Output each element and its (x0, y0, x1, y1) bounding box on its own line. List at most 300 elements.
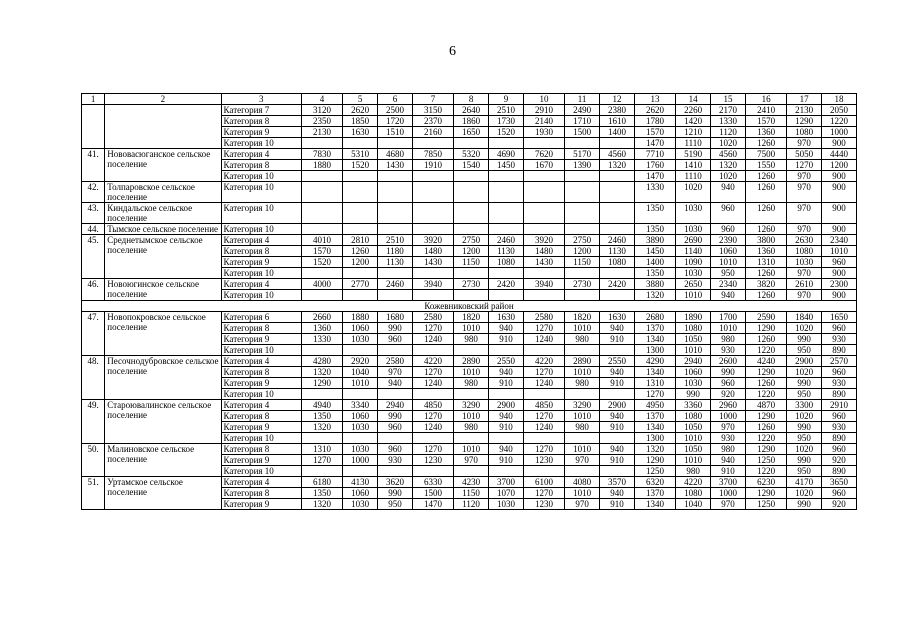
value-cell: 970 (787, 290, 822, 301)
settlement-number: 47. (82, 312, 105, 356)
value-cell (565, 203, 600, 224)
value-cell: 1030 (676, 268, 711, 279)
value-cell: 3940 (523, 279, 564, 290)
value-cell: 2640 (454, 105, 489, 116)
value-cell: 1120 (711, 127, 746, 138)
value-cell: 1270 (412, 444, 453, 455)
category-cell: Категория 8 (221, 323, 301, 334)
value-cell: 1000 (343, 455, 378, 466)
value-cell: 1290 (787, 116, 822, 127)
value-cell: 1470 (412, 499, 453, 510)
value-cell: 1470 (634, 171, 675, 182)
value-cell: 1020 (787, 323, 822, 334)
value-cell: 1430 (523, 257, 564, 268)
value-cell: 1080 (676, 411, 711, 422)
value-cell: 1330 (301, 334, 342, 345)
value-cell: 2340 (822, 235, 857, 246)
value-cell: 1150 (565, 257, 600, 268)
value-cell: 2650 (676, 279, 711, 290)
value-cell: 2600 (711, 356, 746, 367)
value-cell (454, 268, 489, 279)
value-cell (343, 203, 378, 224)
value-cell: 1020 (787, 444, 822, 455)
value-cell (523, 268, 564, 279)
value-cell: 2460 (489, 235, 524, 246)
settlement-number: 49. (82, 400, 105, 444)
value-cell: 1360 (745, 246, 786, 257)
value-cell (301, 268, 342, 279)
value-cell (600, 138, 635, 149)
value-cell: 1030 (343, 499, 378, 510)
value-cell: 990 (787, 455, 822, 466)
value-cell: 980 (711, 444, 746, 455)
value-cell: 910 (600, 499, 635, 510)
value-cell (301, 345, 342, 356)
value-cell: 1450 (489, 160, 524, 171)
value-cell: 2580 (378, 356, 413, 367)
value-cell (378, 171, 413, 182)
value-cell (412, 171, 453, 182)
value-cell: 1200 (454, 246, 489, 257)
value-cell: 1010 (454, 444, 489, 455)
value-cell: 3650 (822, 477, 857, 488)
value-cell: 900 (822, 203, 857, 224)
value-cell: 1240 (412, 422, 453, 433)
column-header-8: 8 (454, 94, 489, 105)
category-cell: Категория 4 (221, 279, 301, 290)
value-cell (565, 138, 600, 149)
value-cell: 6100 (523, 477, 564, 488)
value-cell: 1010 (343, 378, 378, 389)
value-cell: 1730 (489, 116, 524, 127)
value-cell: 1050 (676, 334, 711, 345)
settlement-number (82, 105, 105, 149)
value-cell: 2510 (378, 235, 413, 246)
value-cell: 3360 (676, 400, 711, 411)
value-cell: 980 (676, 466, 711, 477)
value-cell: 970 (711, 422, 746, 433)
value-cell: 1350 (301, 488, 342, 499)
table-row (82, 400, 857, 411)
value-cell: 2690 (676, 235, 711, 246)
value-cell (600, 203, 635, 224)
value-cell (565, 182, 600, 203)
value-cell: 1540 (454, 160, 489, 171)
category-cell: Категория 8 (221, 160, 301, 171)
value-cell: 2900 (600, 400, 635, 411)
value-cell (301, 466, 342, 477)
tariff-table (81, 93, 857, 510)
value-cell: 1500 (412, 488, 453, 499)
value-cell: 980 (565, 334, 600, 345)
value-cell: 960 (822, 444, 857, 455)
value-cell: 2580 (523, 312, 564, 323)
value-cell: 1390 (565, 160, 600, 171)
value-cell: 1230 (523, 455, 564, 466)
value-cell: 1020 (787, 411, 822, 422)
value-cell (412, 433, 453, 444)
value-cell: 890 (822, 433, 857, 444)
value-cell (600, 171, 635, 182)
value-cell: 4130 (343, 477, 378, 488)
settlement-name: Тымское сельское поселение (105, 224, 221, 235)
column-header-1: 1 (82, 94, 105, 105)
value-cell: 1360 (745, 127, 786, 138)
settlement-name: Толпаровское сельское поселение (105, 182, 221, 203)
value-cell: 1150 (454, 257, 489, 268)
value-cell: 1260 (745, 138, 786, 149)
value-cell: 1090 (676, 257, 711, 268)
table-row (82, 149, 857, 160)
table-row (82, 356, 857, 367)
value-cell: 4080 (565, 477, 600, 488)
value-cell: 960 (822, 367, 857, 378)
settlement-name (105, 105, 221, 149)
value-cell: 1270 (412, 367, 453, 378)
value-cell (412, 389, 453, 400)
value-cell (489, 290, 524, 301)
value-cell: 930 (822, 334, 857, 345)
value-cell: 1430 (412, 257, 453, 268)
category-cell: Категория 10 (221, 433, 301, 444)
value-cell: 2770 (343, 279, 378, 290)
value-cell: 2050 (822, 105, 857, 116)
value-cell (378, 433, 413, 444)
category-cell: Категория 10 (221, 171, 301, 182)
value-cell: 930 (378, 455, 413, 466)
value-cell: 960 (378, 444, 413, 455)
value-cell (454, 389, 489, 400)
value-cell: 1570 (634, 127, 675, 138)
value-cell: 1230 (412, 455, 453, 466)
value-cell: 950 (711, 268, 746, 279)
settlement-name: Новопокровское сельское поселение (105, 312, 221, 356)
value-cell: 940 (711, 290, 746, 301)
value-cell: 1030 (676, 203, 711, 224)
value-cell: 2910 (523, 105, 564, 116)
value-cell: 1850 (343, 116, 378, 127)
value-cell: 970 (378, 367, 413, 378)
value-cell: 4240 (745, 356, 786, 367)
column-header-2: 2 (105, 94, 221, 105)
value-cell (454, 345, 489, 356)
category-cell: Категория 10 (221, 224, 301, 235)
value-cell: 930 (711, 433, 746, 444)
value-cell: 1060 (343, 323, 378, 334)
value-cell: 1340 (634, 499, 675, 510)
value-cell: 4220 (412, 356, 453, 367)
value-cell: 1010 (565, 367, 600, 378)
value-cell: 4220 (676, 477, 711, 488)
value-cell: 4690 (489, 149, 524, 160)
value-cell (301, 224, 342, 235)
value-cell: 920 (711, 389, 746, 400)
value-cell: 990 (787, 422, 822, 433)
value-cell: 6180 (301, 477, 342, 488)
value-cell: 1650 (822, 312, 857, 323)
value-cell (378, 389, 413, 400)
value-cell: 1480 (412, 246, 453, 257)
value-cell: 1220 (822, 116, 857, 127)
value-cell: 2610 (787, 279, 822, 290)
category-cell: Категория 9 (221, 127, 301, 138)
value-cell: 3570 (600, 477, 635, 488)
value-cell: 1030 (343, 422, 378, 433)
category-cell: Категория 7 (221, 105, 301, 116)
category-cell: Категория 4 (221, 149, 301, 160)
value-cell: 1200 (822, 160, 857, 171)
value-cell: 1080 (676, 323, 711, 334)
value-cell: 1030 (787, 257, 822, 268)
value-cell: 1060 (343, 488, 378, 499)
value-cell: 1010 (676, 345, 711, 356)
value-cell (343, 345, 378, 356)
value-cell: 970 (787, 182, 822, 203)
value-cell: 1260 (745, 268, 786, 279)
value-cell: 2730 (454, 279, 489, 290)
value-cell: 970 (787, 203, 822, 224)
value-cell: 940 (600, 367, 635, 378)
category-cell: Категория 9 (221, 499, 301, 510)
value-cell: 1010 (454, 367, 489, 378)
value-cell: 930 (822, 422, 857, 433)
value-cell: 1010 (565, 488, 600, 499)
value-cell (600, 433, 635, 444)
value-cell (343, 389, 378, 400)
value-cell: 980 (454, 422, 489, 433)
value-cell: 1860 (454, 116, 489, 127)
value-cell: 1320 (711, 160, 746, 171)
value-cell: 1820 (565, 312, 600, 323)
value-cell (378, 203, 413, 224)
value-cell: 1630 (600, 312, 635, 323)
value-cell (343, 268, 378, 279)
value-cell: 1290 (301, 378, 342, 389)
value-cell: 1780 (634, 116, 675, 127)
value-cell (412, 224, 453, 235)
value-cell: 940 (489, 444, 524, 455)
value-cell (343, 433, 378, 444)
value-cell (301, 138, 342, 149)
value-cell (489, 224, 524, 235)
value-cell: 1400 (634, 257, 675, 268)
value-cell: 950 (787, 466, 822, 477)
value-cell: 2620 (634, 105, 675, 116)
value-cell (600, 182, 635, 203)
value-cell (600, 224, 635, 235)
header-row (82, 94, 857, 105)
value-cell: 1260 (745, 378, 786, 389)
value-cell (454, 171, 489, 182)
value-cell: 1220 (745, 389, 786, 400)
value-cell: 1270 (523, 411, 564, 422)
value-cell: 990 (676, 389, 711, 400)
value-cell: 960 (822, 257, 857, 268)
value-cell: 2260 (676, 105, 711, 116)
value-cell: 940 (600, 323, 635, 334)
settlement-name: Уртамское сельское поселение (105, 477, 221, 510)
value-cell: 3290 (565, 400, 600, 411)
value-cell: 1340 (634, 367, 675, 378)
value-cell (343, 171, 378, 182)
value-cell (454, 290, 489, 301)
value-cell: 1270 (412, 411, 453, 422)
value-cell: 960 (822, 488, 857, 499)
value-cell: 2420 (489, 279, 524, 290)
value-cell (523, 290, 564, 301)
value-cell (412, 345, 453, 356)
value-cell: 4940 (301, 400, 342, 411)
column-header-10: 10 (523, 94, 564, 105)
value-cell: 1340 (634, 422, 675, 433)
value-cell: 2140 (523, 116, 564, 127)
value-cell: 990 (787, 378, 822, 389)
value-cell (412, 203, 453, 224)
value-cell: 1080 (787, 246, 822, 257)
value-cell (343, 466, 378, 477)
value-cell: 1010 (711, 323, 746, 334)
value-cell (600, 268, 635, 279)
value-cell: 1260 (745, 171, 786, 182)
value-cell: 2910 (822, 400, 857, 411)
value-cell (523, 182, 564, 203)
category-cell: Категория 4 (221, 477, 301, 488)
value-cell: 2680 (634, 312, 675, 323)
value-cell: 930 (822, 378, 857, 389)
column-header-15: 15 (711, 94, 746, 105)
value-cell: 1080 (489, 257, 524, 268)
value-cell: 2890 (565, 356, 600, 367)
value-cell: 1270 (523, 488, 564, 499)
value-cell: 1130 (378, 257, 413, 268)
value-cell: 1050 (676, 444, 711, 455)
value-cell: 5170 (565, 149, 600, 160)
value-cell: 4290 (634, 356, 675, 367)
category-cell: Категория 10 (221, 138, 301, 149)
category-cell: Категория 8 (221, 246, 301, 257)
value-cell (523, 389, 564, 400)
column-header-14: 14 (676, 94, 711, 105)
value-cell: 3940 (412, 279, 453, 290)
value-cell (565, 389, 600, 400)
column-header-4: 4 (301, 94, 342, 105)
value-cell: 2550 (600, 356, 635, 367)
value-cell: 890 (822, 466, 857, 477)
value-cell: 1910 (412, 160, 453, 171)
value-cell: 1760 (634, 160, 675, 171)
value-cell: 900 (822, 171, 857, 182)
value-cell: 2460 (378, 279, 413, 290)
value-cell: 910 (600, 378, 635, 389)
value-cell: 2900 (787, 356, 822, 367)
value-cell (489, 466, 524, 477)
value-cell: 3880 (634, 279, 675, 290)
value-cell (523, 345, 564, 356)
value-cell (600, 290, 635, 301)
value-cell: 1260 (745, 290, 786, 301)
value-cell: 4850 (412, 400, 453, 411)
value-cell: 2940 (378, 400, 413, 411)
value-cell: 960 (711, 224, 746, 235)
value-cell: 1300 (634, 433, 675, 444)
value-cell: 2960 (711, 400, 746, 411)
value-cell: 940 (600, 444, 635, 455)
value-cell: 930 (711, 345, 746, 356)
value-cell: 1000 (822, 127, 857, 138)
value-cell: 1260 (745, 422, 786, 433)
value-cell: 4170 (787, 477, 822, 488)
value-cell (301, 203, 342, 224)
value-cell: 950 (787, 345, 822, 356)
value-cell: 4230 (454, 477, 489, 488)
value-cell: 2350 (301, 116, 342, 127)
value-cell: 940 (711, 455, 746, 466)
value-cell: 900 (822, 182, 857, 203)
value-cell: 5190 (676, 149, 711, 160)
value-cell: 900 (822, 290, 857, 301)
value-cell: 1370 (634, 488, 675, 499)
value-cell: 990 (378, 488, 413, 499)
value-cell: 1260 (745, 182, 786, 203)
value-cell (600, 345, 635, 356)
value-cell: 1820 (454, 312, 489, 323)
value-cell: 7850 (412, 149, 453, 160)
value-cell (489, 171, 524, 182)
value-cell (454, 433, 489, 444)
value-cell (489, 389, 524, 400)
value-cell: 1270 (523, 323, 564, 334)
value-cell: 1270 (634, 389, 675, 400)
value-cell: 1010 (454, 411, 489, 422)
value-cell: 2730 (565, 279, 600, 290)
category-cell: Категория 10 (221, 290, 301, 301)
category-cell: Категория 9 (221, 455, 301, 466)
column-header-9: 9 (489, 94, 524, 105)
value-cell: 1320 (600, 160, 635, 171)
value-cell: 1570 (301, 246, 342, 257)
value-cell: 1220 (745, 466, 786, 477)
value-cell: 2420 (600, 279, 635, 290)
value-cell: 950 (787, 433, 822, 444)
value-cell (412, 290, 453, 301)
column-header-17: 17 (787, 94, 822, 105)
value-cell: 2580 (412, 312, 453, 323)
value-cell: 1350 (634, 224, 675, 235)
table-row (82, 224, 857, 235)
category-cell: Категория 9 (221, 334, 301, 345)
value-cell: 1010 (676, 433, 711, 444)
column-header-3: 3 (221, 94, 301, 105)
value-cell: 1020 (711, 138, 746, 149)
value-cell: 1080 (676, 488, 711, 499)
value-cell: 7500 (745, 149, 786, 160)
value-cell (523, 466, 564, 477)
category-cell: Категория 10 (221, 389, 301, 400)
value-cell: 3890 (634, 235, 675, 246)
settlement-number: 45. (82, 235, 105, 279)
value-cell (378, 138, 413, 149)
value-cell (489, 345, 524, 356)
value-cell: 1310 (745, 257, 786, 268)
value-cell (343, 224, 378, 235)
value-cell (301, 171, 342, 182)
value-cell: 900 (822, 138, 857, 149)
value-cell: 3800 (745, 235, 786, 246)
table-row (82, 203, 857, 224)
value-cell: 940 (489, 323, 524, 334)
value-cell: 7620 (523, 149, 564, 160)
value-cell: 1010 (454, 323, 489, 334)
